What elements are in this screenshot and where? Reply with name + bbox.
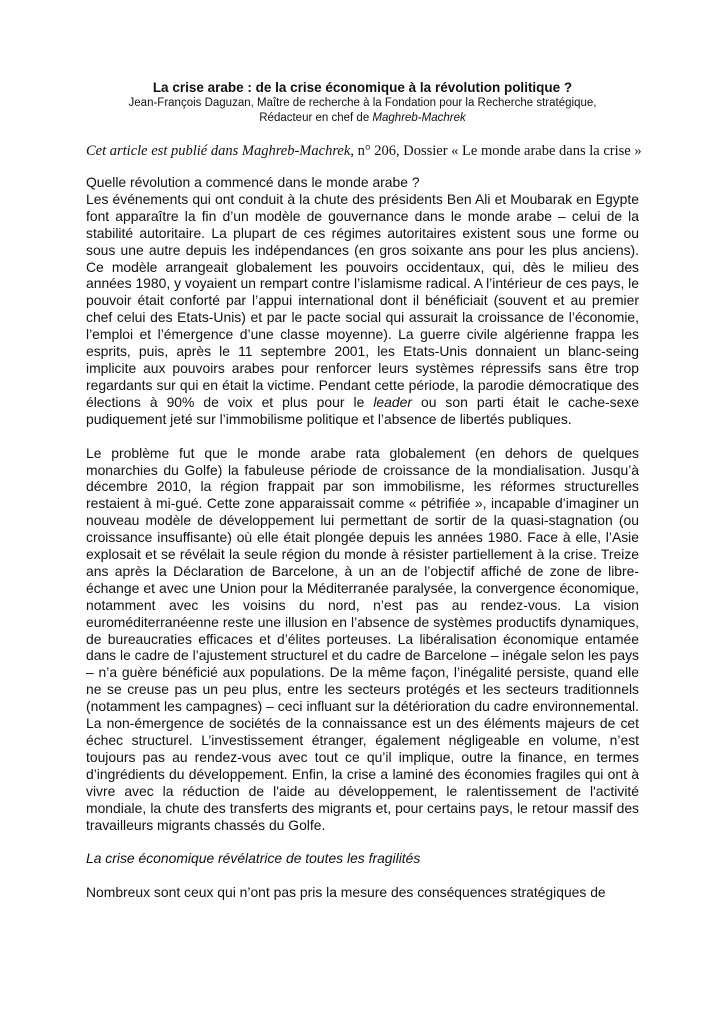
author-role: Rédacteur en chef de [259, 112, 373, 124]
author-affiliation: Jean-François Daguzan, Maître de recherche à la Fondation pour la Recherche stratégique, [128, 97, 597, 109]
publication-journal: Maghreb-Machrek [241, 143, 351, 159]
paragraph-1-emphasis: leader [373, 393, 412, 410]
article-body [86, 174, 639, 901]
document-title: La crise arabe : de la crise économique à la révolution politique ? [152, 80, 573, 95]
journal-name: Maghreb-Machrek [372, 112, 466, 124]
author-role-line [86, 111, 639, 126]
section-question: Quelle révolution a commencé dans le monde arabe ? [86, 174, 420, 190]
paragraph-2: Le problème fut que le monde arabe rata globalement (en dehors de quelques monarchies du Golfe) la fabuleuse période de croissance de la mondialisation. Jusqu’à décembre 2010, la région frappait par son immobilisme, les réformes structurelles restaient à mi-gué. Cette zone apparaissait comme « pétrifiée », incapable d’imaginer un nouveau modèle de développement lui permettant de sortir de la quasi-stagnation (ou croissance insuffisante) où elle était plongée depuis les années 1980. Face à elle, l’Asie explosait et se révélait la seule région du monde à résister partiellement à la crise. Treize ans après la Déclaration de Barcelone, à un an de l’objectif affiché de zone de libre-échange et avec une Union pour la Méditerranée paralysée, la convergence économique, notamment avec les voisins du nord, n’est pas au rendez-vous. La vision euroméditerranéenne reste une illusion en l’absence de systèmes productifs dynamiques, de bureaucraties efficaces et d’élites porteuses. La libéralisation économique entamée dans le cadre de l’ajustement structurel et du cadre de Barcelone – inégale selon les pays – n’a guère bénéficié aux populations. De la même façon, l’inégalité persiste, quand elle ne se creuse pas un peu plus, entre les secteurs protégés et les secteurs traditionnels (notamment les campagnes) – ceci influant sur la détérioration du cadre environnemental. La non-émergence de sociétés de la connaissance est un des éléments majeurs de cet échec structurel. L’investissement étranger, également négligeable en volume, n’est toujours pas au rendez-vous avec tout ce qu’il implique, outre la finance, en termes d’ingrédients du développement. Enfin, la crise a laminé des économies fragiles qui ont à vivre avec la réduction de l'aide au développement, le ralentissement de l'activité mondiale, la chute des transferts des migrants et, pour certains pays, le retour massif des travailleurs migrants chassés du Golfe. [86, 444, 639, 833]
publication-prefix: Cet article est publié dans [86, 143, 242, 159]
section-heading: La crise économique révélatrice de toutes les fragilités [86, 850, 421, 867]
publication-notice [86, 142, 642, 160]
publication-details: , n° 206, Dossier « Le monde arabe dans la crise » [350, 143, 642, 159]
document-page [86, 80, 642, 901]
author-line [86, 96, 639, 111]
paragraph-1 [86, 191, 639, 428]
paragraph-1-text-a: Les événements qui ont conduit à la chute des présidents Ben Ali et Moubarak en Egypte font apparaître la fin d’un modèle de gouvernance dans le monde arabe – celui de la stabilité autoritaire. La plupart de ces régimes autoritaires existent sous une forme ou sous une autre depuis les indépendances (en gros soixante ans pour les plus anciens). Ce modèle arrangeait globalement les pouvoirs occidentaux, qui, dès le milieu des années 1980, y voyaient un rempart contre l’islamisme radical. A l’intérieur de ces pays, le pouvoir était conforté par l’appui international dont il bénéficiait (souvent et au premier chef celui des Etats-Unis) et par le pacte social qui assurait la croissance de l’économie, l’emploi et l’émergence d’une classe moyenne). La guerre civile algérienne frappa les esprits, puis, après le 11 septembre 2001, les Etats-Unis donnaient un blanc-seing implicite aux pouvoirs arabes pour renforcer leurs systèmes répressifs sans être trop regardants sur qui en était la victime. Pendant cette période, la parodie démocratique des élections à 90% de voix et plus pour le [86, 190, 639, 410]
paragraph-1-text-b: ou son parti était le cache-sexe pudiquement jeté sur l’immobilisme politique et l’absence de libertés publiques. [86, 393, 640, 427]
paragraph-3: Nombreux sont ceux qui n’ont pas pris la mesure des conséquences stratégiques de [86, 884, 606, 901]
